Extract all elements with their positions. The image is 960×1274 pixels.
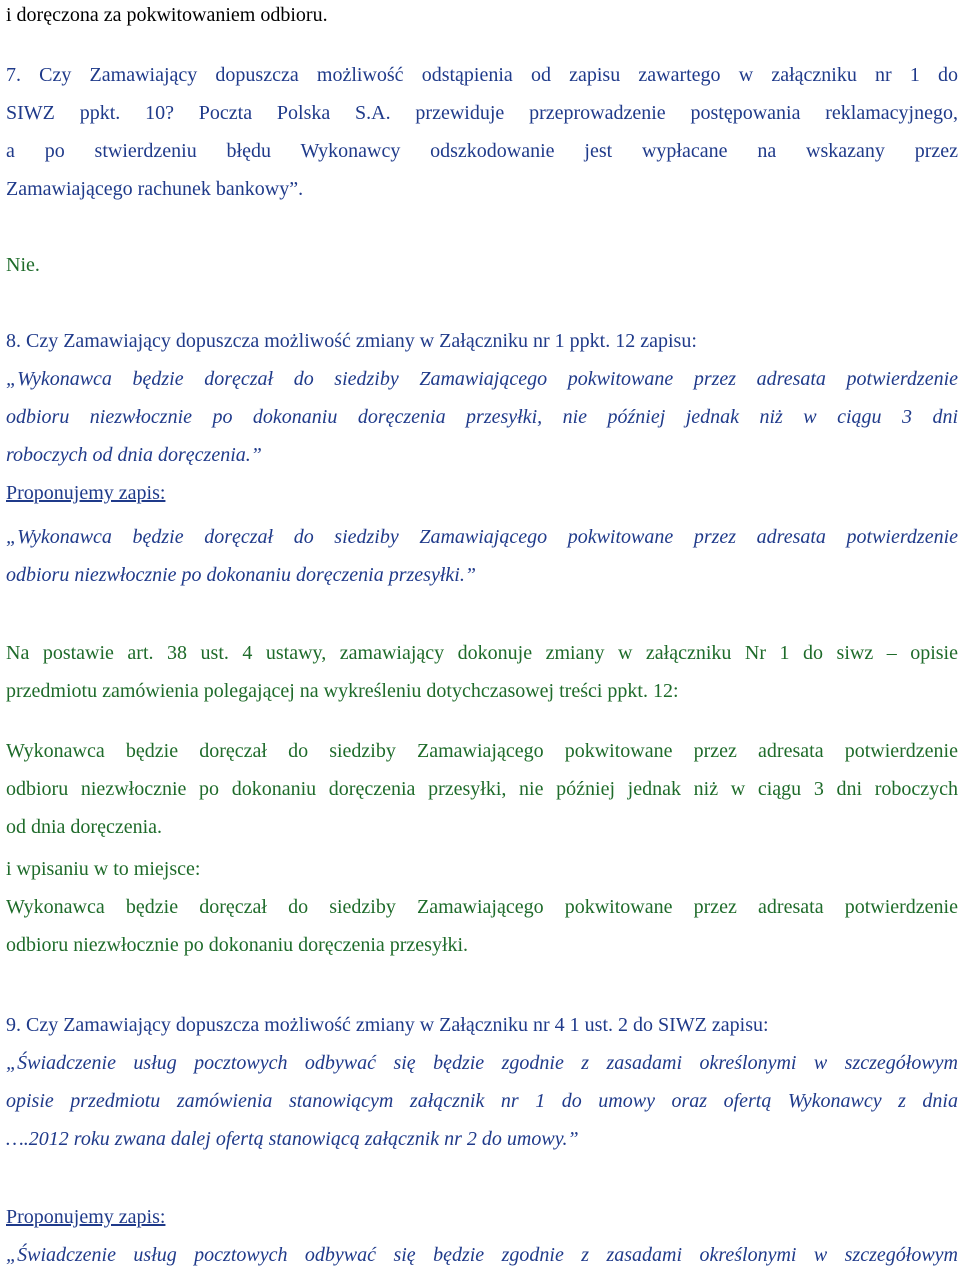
question-9: 9. Czy Zamawiający dopuszcza możliwość zmiany w Załączniku nr 4 1 ust. 2 do SIWZ zapisu: „Świadczenie usług pocztowych odbywać się będzie zgodnie z zasadami określonymi w szczegółowym opisie przedmiotu zamówienia stanowiącym załącznik nr 1 do umowy oraz ofertą Wykonawcy z dnia ….2012 roku zwana dalej ofertą stanowiącą załącznik nr 2 do umowy.”: [6, 1014, 958, 1150]
answer-7: Nie.: [6, 254, 40, 276]
question-8: 8. Czy Zamawiający dopuszcza możliwość zmiany w Załączniku nr 1 ppkt. 12 zapisu: „Wykonawca będzie doręczał do siedziby Zamawiającego pokwitowane przez adresata potwierdzenie odbioru niezwłocznie po dokonaniu doręczenia przesyłki, nie później jednak niż w ciągu 3 dni roboczych od dnia doręczenia.”: [6, 330, 958, 466]
proposal-label-8: Proponujemy zapis:: [6, 482, 166, 504]
proposal-8: „Wykonawca będzie doręczał do siedziby Zamawiającego pokwitowane przez adresata potwierdzenie odbioru niezwłocznie po dokonaniu doręczenia przesyłki.”: [6, 526, 958, 586]
question-7: 7. Czy Zamawiający dopuszcza możliwość odstąpienia od zapisu zawartego w załączniku nr 1 do SIWZ ppkt. 10? Poczta Polska S.A. przewiduje przeprowadzenie postępowania reklamacyjnego, a po stwierdzeniu błędu Wykonawcy odszkodowanie jest wypłacane na wskazany przez Zamawiającego rachunek bankowy”.: [6, 64, 958, 200]
proposal-9: „Świadczenie usług pocztowych odbywać się będzie zgodnie z zasadami określonymi w szczegółowym: [6, 1244, 958, 1266]
text-line: i doręczona za pokwitowaniem odbioru.: [6, 4, 328, 26]
insert-label-8: i wpisaniu w to miejsce:: [6, 858, 201, 880]
old-wording-8: Wykonawca będzie doręczał do siedziby Zamawiającego pokwitowane przez adresata potwierdzenie odbioru niezwłocznie po dokonaniu doręczenia przesyłki, nie później jednak niż w ciągu 3 dni roboczych od dnia doręczenia.: [6, 740, 958, 838]
response-8: Na postawie art. 38 ust. 4 ustawy, zamawiający dokonuje zmiany w załączniku Nr 1 do siwz – opisie przedmiotu zamówienia polegającej na wykreśleniu dotychczasowej treści ppkt. 12:: [6, 642, 958, 702]
new-wording-8: Wykonawca będzie doręczał do siedziby Zamawiającego pokwitowane przez adresata potwierdzenie odbioru niezwłocznie po dokonaniu doręczenia przesyłki.: [6, 896, 958, 956]
proposal-label-9: Proponujemy zapis:: [6, 1206, 166, 1228]
